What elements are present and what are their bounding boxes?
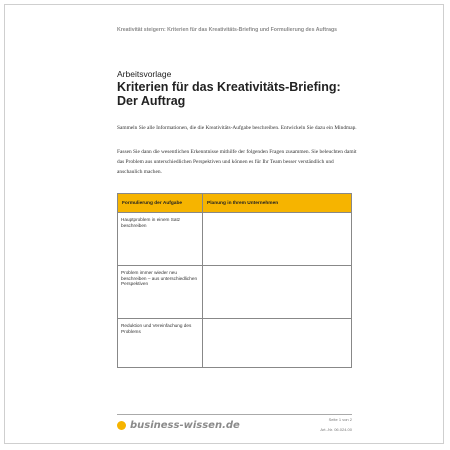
page-number: Seite 1 von 2 bbox=[328, 417, 352, 422]
document-title: Kriterien für das Kreativitäts-Briefing: Der Auftrag bbox=[117, 80, 341, 108]
footer-divider bbox=[117, 414, 352, 415]
logo-dot-icon bbox=[117, 421, 126, 430]
column-header-planning: Planung in Ihrem Unternehmen bbox=[203, 194, 352, 213]
task-cell: Reduktion und Vereinfachung des Problems bbox=[118, 319, 203, 368]
instructions-paragraph: Fassen Sie dann die wesentlichen Erkenntnisse mithilfe der folgenden Fragen zusammen. Sie beleuchten damit das Problem aus unterschiedlichen Perspektiven und können es für Ihr Team besser verständlich und anschaulich machen. bbox=[117, 149, 357, 175]
document-subtitle: Arbeitsvorlage bbox=[117, 69, 172, 79]
column-header-task: Formulierung der Aufgabe bbox=[118, 194, 203, 213]
planning-cell[interactable] bbox=[203, 266, 352, 319]
table-row bbox=[118, 213, 352, 266]
running-header: Kreativität steigern: Kriterien für das Kreativitäts-Briefing und Formulierung des Auftrags bbox=[117, 27, 338, 33]
table-header-row bbox=[118, 194, 352, 213]
logo-text: business-wissen.de bbox=[130, 420, 240, 431]
table-row bbox=[118, 319, 352, 368]
business-wissen-logo bbox=[117, 420, 240, 431]
intro-paragraph: Sammeln Sie alle Informationen, die die Kreativitäts-Aufgabe beschreiben. Entwickeln Sie dazu ein Mindmap. bbox=[117, 125, 357, 131]
planning-cell[interactable] bbox=[203, 319, 352, 368]
planning-cell[interactable] bbox=[203, 213, 352, 266]
table-row bbox=[118, 266, 352, 319]
article-number: Art.-Nr. 06.024.00 bbox=[320, 427, 352, 432]
document-page bbox=[4, 4, 444, 444]
task-cell: Hauptproblem in einem Satz beschreiben bbox=[118, 213, 203, 266]
briefing-table bbox=[117, 193, 352, 368]
task-cell: Problem immer wieder neu beschreiben – aus unterschiedlichen Perspektiven bbox=[118, 266, 203, 319]
